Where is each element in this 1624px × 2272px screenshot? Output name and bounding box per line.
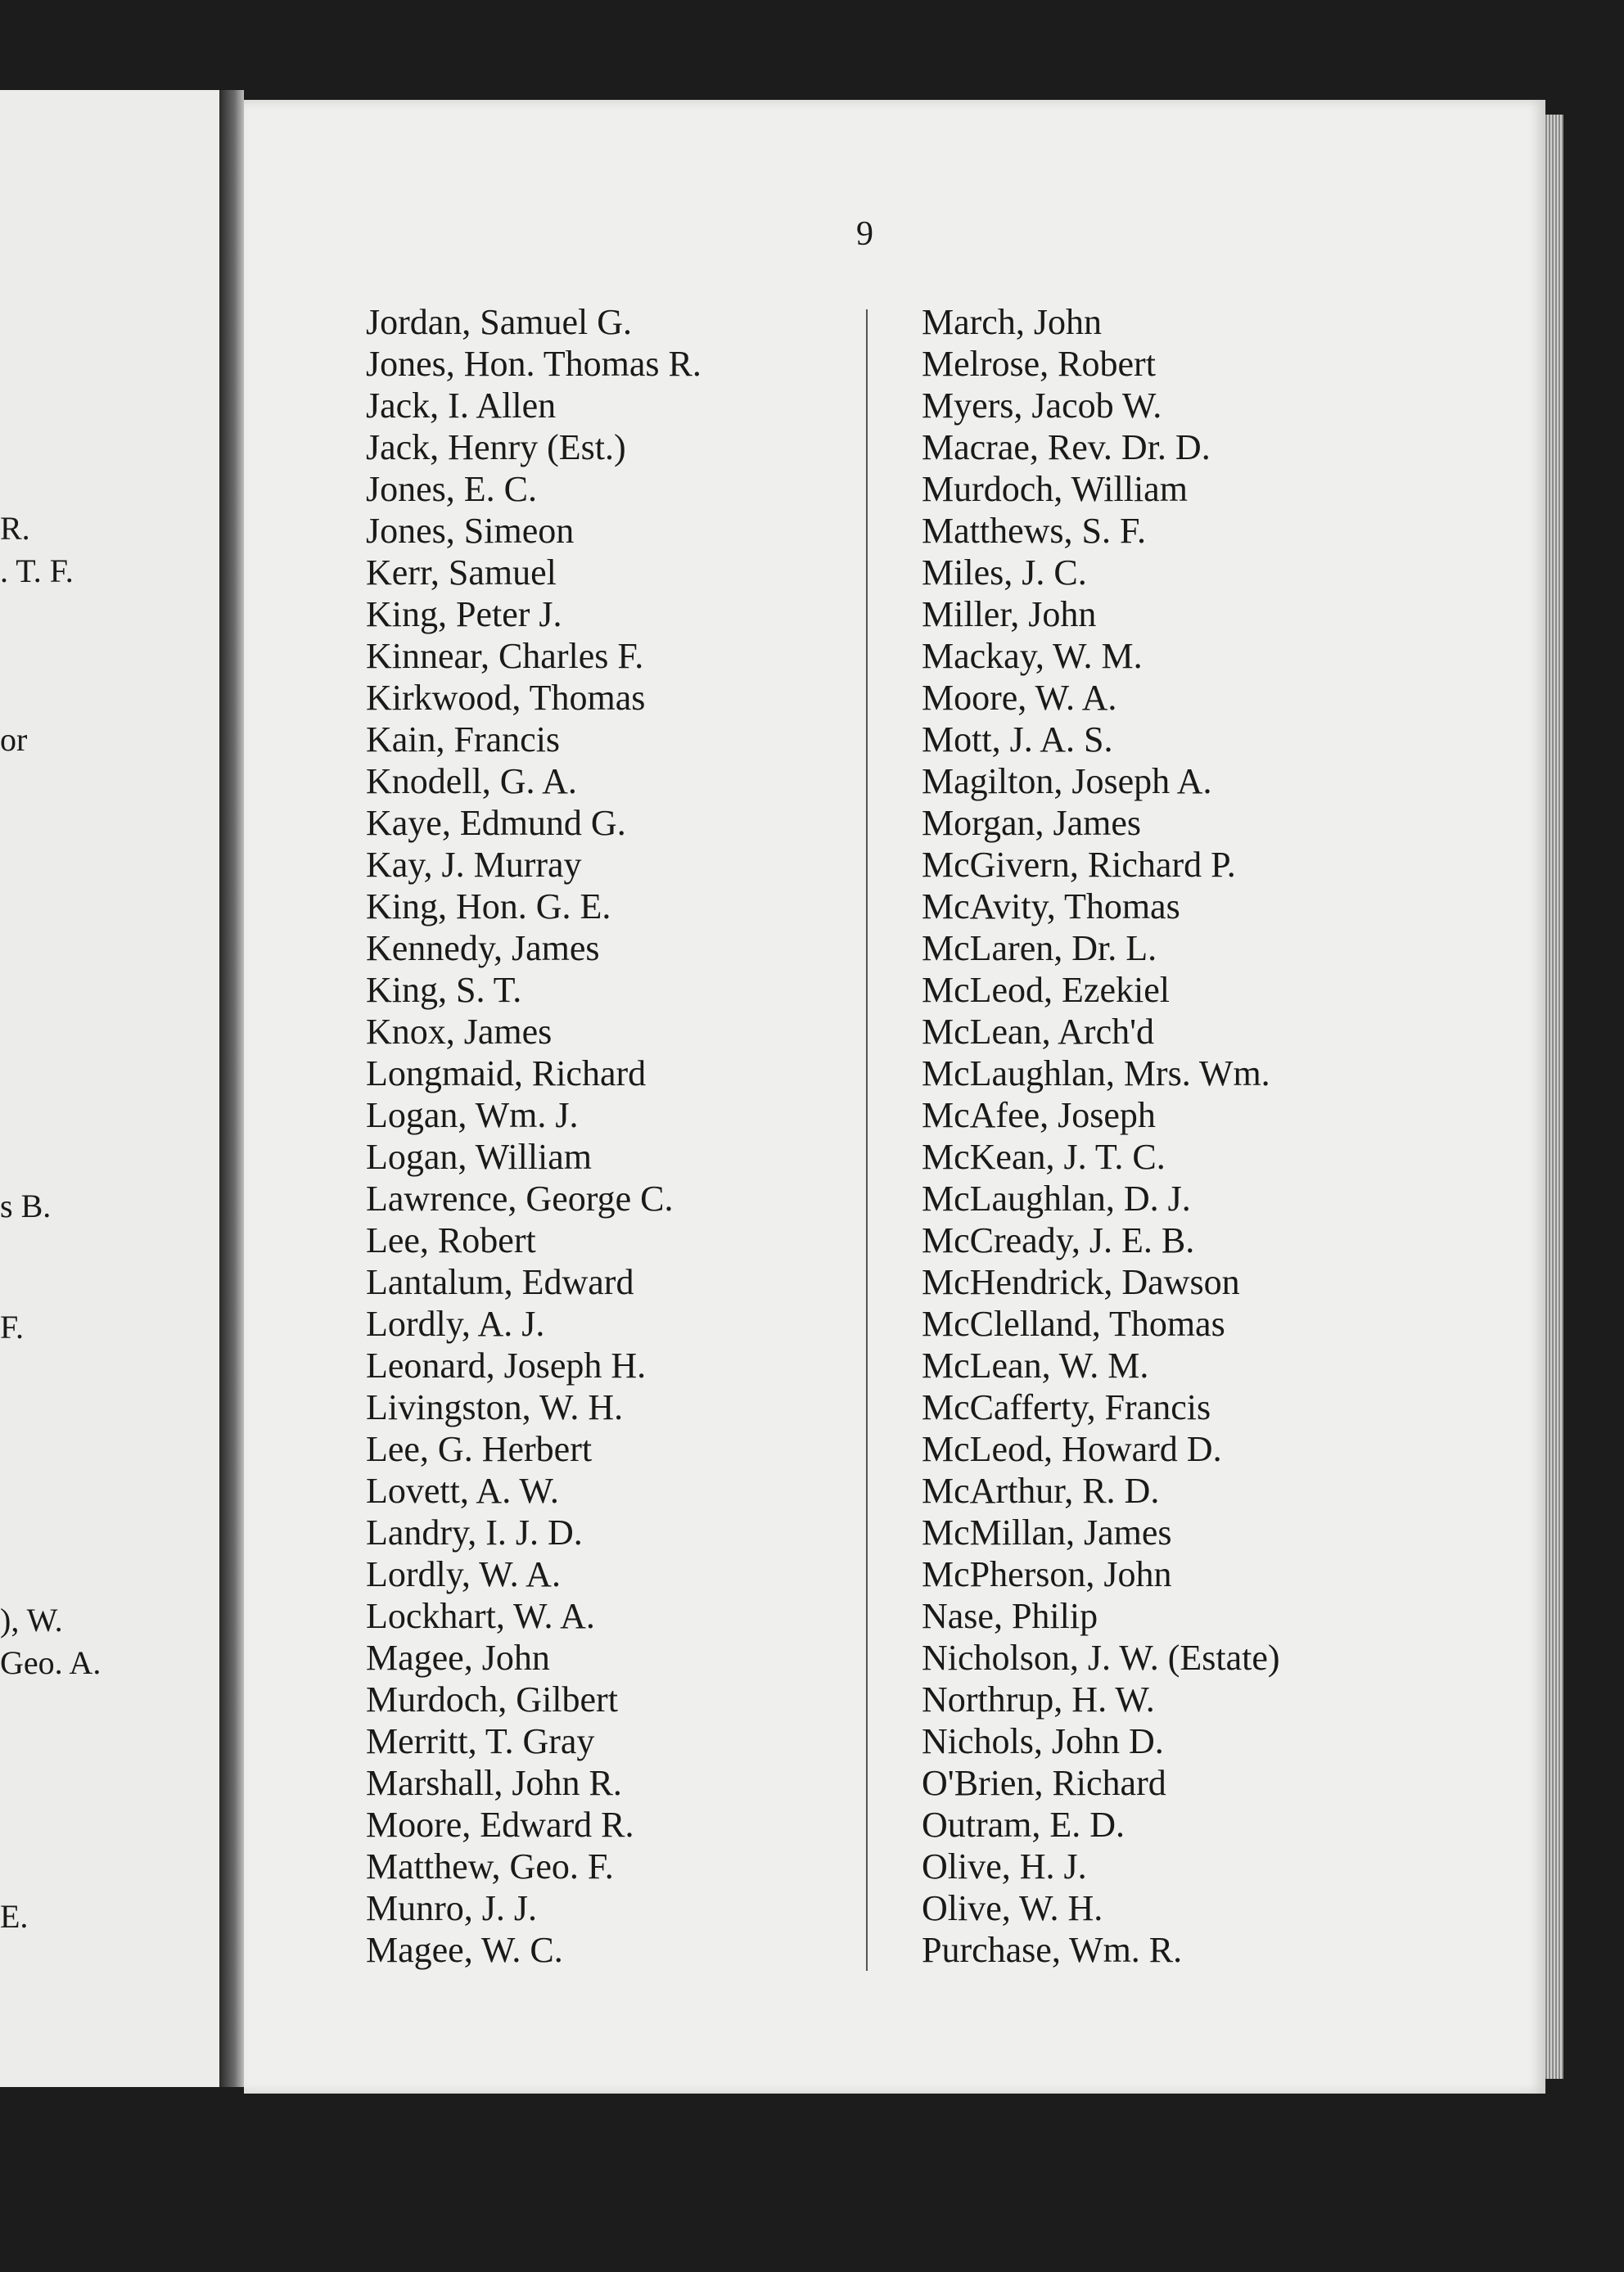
name-entry: Moore, W. A. — [922, 678, 1117, 718]
name-entry: McHendrick, Dawson — [922, 1262, 1240, 1302]
name-entry: Macrae, Rev. Dr. D. — [922, 427, 1211, 467]
name-entry: Logan, Wm. J. — [366, 1095, 579, 1135]
name-entry: Lawrence, George C. — [366, 1179, 674, 1219]
name-entry: Lovett, A. W. — [366, 1471, 559, 1511]
name-entry: McAvity, Thomas — [922, 886, 1180, 926]
right-name-column — [922, 301, 1280, 1971]
name-entry: Magee, John — [366, 1638, 550, 1678]
name-entry: McAfee, Joseph — [922, 1095, 1156, 1135]
name-entry: McCafferty, Francis — [922, 1387, 1211, 1427]
name-entry: Matthew, Geo. F. — [366, 1846, 614, 1887]
name-entry: McLeod, Ezekiel — [922, 970, 1170, 1010]
name-entry: McLean, W. M. — [922, 1346, 1149, 1386]
page-edge — [1545, 115, 1563, 2079]
name-entry: Purchase, Wm. R. — [922, 1930, 1183, 1970]
name-entry: Jones, E. C. — [366, 469, 537, 509]
name-entry: Kerr, Samuel — [366, 552, 557, 593]
name-entry: Murdoch, William — [922, 469, 1188, 509]
name-entry: Murdoch, Gilbert — [366, 1679, 618, 1720]
left-page-fragment: or — [0, 721, 28, 758]
name-entry: McLaughlan, D. J. — [922, 1179, 1191, 1219]
name-entry: King, Peter J. — [366, 594, 562, 634]
name-entry: Nase, Philip — [922, 1596, 1098, 1636]
name-entry: McArthur, R. D. — [922, 1471, 1160, 1511]
left-page-fragment: F. — [0, 1309, 25, 1346]
name-entry: Lockhart, W. A. — [366, 1596, 595, 1636]
name-entry: Northrup, H. W. — [922, 1679, 1155, 1720]
name-entry: McGivern, Richard P. — [922, 845, 1236, 885]
name-entry: McLean, Arch'd — [922, 1012, 1155, 1052]
name-entry: Kirkwood, Thomas — [366, 678, 646, 718]
name-entry: Landry, I. J. D. — [366, 1512, 583, 1553]
name-entry: Jones, Hon. Thomas R. — [366, 344, 701, 384]
name-entry: Logan, William — [366, 1137, 593, 1177]
left-page-fragment: Geo. A. — [0, 1644, 102, 1681]
name-entry: Miller, John — [922, 594, 1097, 634]
left-page-fragment: ), W. — [0, 1602, 63, 1639]
left-page-fragment: . T. F. — [0, 552, 74, 589]
name-entry: McLaren, Dr. L. — [922, 928, 1157, 968]
name-entry: Lantalum, Edward — [366, 1262, 634, 1302]
name-entry: McMillan, James — [922, 1512, 1172, 1553]
name-entry: Magilton, Joseph A. — [922, 761, 1212, 801]
name-entry: McCready, J. E. B. — [922, 1220, 1195, 1260]
name-entry: Jones, Simeon — [366, 511, 575, 551]
name-entry: Merritt, T. Gray — [366, 1721, 595, 1761]
name-entry: Lee, Robert — [366, 1220, 536, 1260]
name-entry: Munro, J. J. — [366, 1888, 538, 1928]
name-entry: McLaughlan, Mrs. Wm. — [922, 1053, 1270, 1093]
name-entry: O'Brien, Richard — [922, 1763, 1166, 1803]
name-entry: Leonard, Joseph H. — [366, 1346, 647, 1386]
name-entry: Livingston, W. H. — [366, 1387, 624, 1427]
name-entry: Kain, Francis — [366, 719, 561, 760]
name-entry: Olive, H. J. — [922, 1846, 1087, 1887]
name-entry: Knox, James — [366, 1012, 553, 1052]
name-entry: Moore, Edward R. — [366, 1805, 634, 1845]
name-entry: Knodell, G. A. — [366, 761, 577, 801]
name-entry: Morgan, James — [922, 803, 1142, 843]
name-entry: Olive, W. H. — [922, 1888, 1103, 1928]
name-entry: King, S. T. — [366, 970, 522, 1010]
left-name-column — [366, 301, 701, 1971]
name-entry: Jordan, Samuel G. — [366, 302, 633, 342]
name-entry: Nicholson, J. W. (Estate) — [922, 1638, 1280, 1678]
name-entry: King, Hon. G. E. — [366, 886, 611, 926]
name-entry: Kinnear, Charles F. — [366, 636, 644, 676]
left-page-fragment: R. — [0, 510, 30, 547]
name-entry: Marshall, John R. — [366, 1763, 622, 1803]
name-entry: Lordly, W. A. — [366, 1554, 561, 1594]
name-entry: Nichols, John D. — [922, 1721, 1164, 1761]
book-gutter — [219, 90, 244, 2087]
name-entry: Jack, Henry (Est.) — [366, 427, 626, 467]
name-entry: Matthews, S. F. — [922, 511, 1146, 551]
name-entry: Kaye, Edmund G. — [366, 803, 626, 843]
name-entry: Jack, I. Allen — [366, 385, 557, 426]
column-divider — [866, 309, 868, 1971]
left-page-fragment: E. — [0, 1898, 29, 1935]
name-entry: McPherson, John — [922, 1554, 1172, 1594]
name-entry: Mott, J. A. S. — [922, 719, 1113, 760]
name-entry: March, John — [922, 302, 1102, 342]
name-entry: Melrose, Robert — [922, 344, 1156, 384]
name-entry: McLeod, Howard D. — [922, 1429, 1222, 1469]
left-page-fragment: s B. — [0, 1188, 52, 1224]
page-number: 9 — [856, 215, 873, 253]
name-entry: Longmaid, Richard — [366, 1053, 647, 1093]
name-entry: McClelland, Thomas — [922, 1304, 1225, 1344]
name-entry: Lordly, A. J. — [366, 1304, 545, 1344]
name-entry: Outram, E. D. — [922, 1805, 1126, 1845]
name-entry: McKean, J. T. C. — [922, 1137, 1166, 1177]
name-entry: Kay, J. Murray — [366, 845, 582, 885]
name-entry: Mackay, W. M. — [922, 636, 1143, 676]
name-entry: Magee, W. C. — [366, 1930, 563, 1970]
name-entry: Kennedy, James — [366, 928, 600, 968]
name-entry: Miles, J. C. — [922, 552, 1087, 593]
left-page — [0, 90, 219, 2087]
name-entry: Lee, G. Herbert — [366, 1429, 593, 1469]
name-entry: Myers, Jacob W. — [922, 385, 1162, 426]
